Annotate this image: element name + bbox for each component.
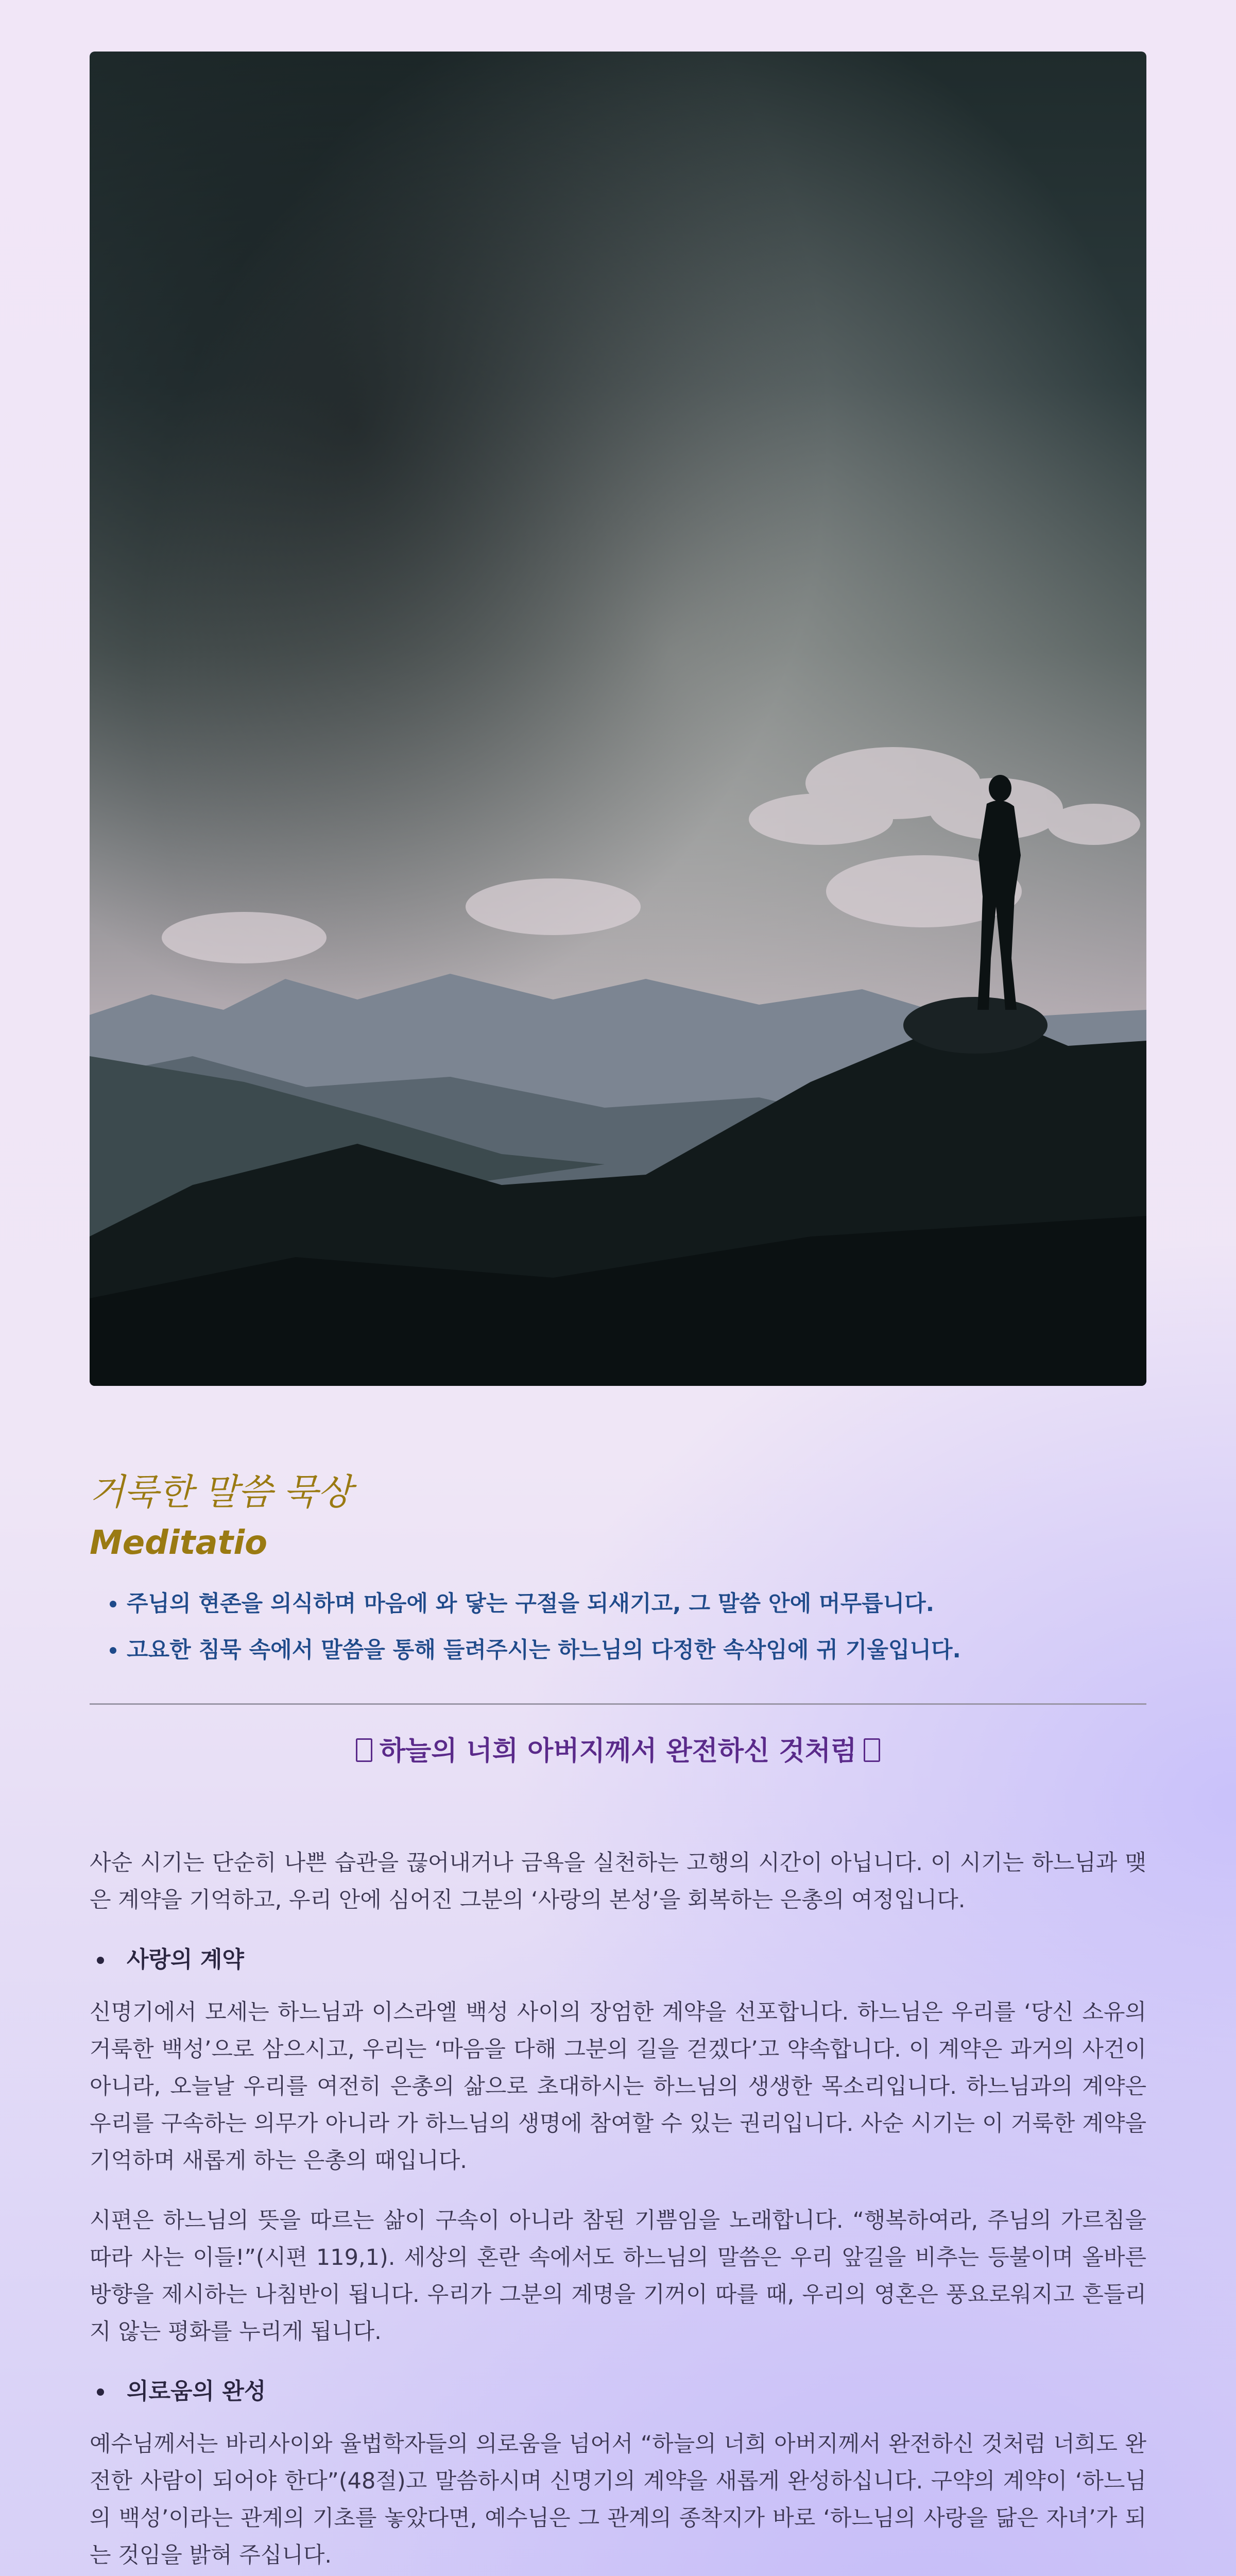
section-heading: 의로움의 완성 bbox=[90, 2373, 1146, 2410]
missing-glyph-icon bbox=[864, 1738, 880, 1762]
paragraph: 시편은 하느님의 뜻을 따르는 삶이 구속이 아니라 참된 기쁨임을 노래합니다. “행복하여라, 주님의 가르침을 따라 사는 이들!”(시편 119,1). 세상의 혼란 속에서도 하느님의 말씀은 우리 앞길을 비추는 등불이며 올바른 방향을 제시하는 나침반이 됩니다. 우리가 그분의 계명을 기꺼이 따를 때, 우리의 영혼은 풍요로워지고 흔들리지 않는 평화를 누리게 됩니다. bbox=[90, 2208, 1146, 2345]
subtitle-text: 하늘의 너희 아버지께서 완전하신 것처럼 bbox=[379, 1736, 857, 1767]
intro-list bbox=[90, 1589, 1146, 1682]
list-item: • 고요한 침묵 속에서 말씀을 통해 들려주시는 하느님의 다정한 속삭임에 귀 기울입니다. bbox=[127, 1636, 1146, 1665]
title-korean: 거룩한 말씀 묵상 bbox=[90, 1471, 352, 1513]
missing-glyph-icon bbox=[356, 1738, 372, 1762]
section-heading: 사랑의 계약 bbox=[90, 1941, 1146, 1978]
title-latin: Meditatio bbox=[90, 1524, 268, 1562]
article-body bbox=[90, 1844, 1146, 2576]
divider bbox=[90, 1703, 1146, 1705]
list-item: • 주님의 현존을 의식하며 마음에 와 닿는 구절을 되새기고, 그 말씀 안에 머무릅니다. bbox=[127, 1589, 1146, 1618]
section-subtitle bbox=[90, 1729, 1146, 1768]
hero-image bbox=[90, 52, 1146, 1386]
paragraph: 사순 시기는 단순히 나쁜 습관을 끊어내거나 금욕을 실천하는 고행의 시간이 아닙니다. 이 시기는 하느님과 맺은 계약을 기억하고, 우리 안에 심어진 그분의 ‘사랑의 본성’을 회복하는 은총의 여정입니다. bbox=[90, 1850, 1146, 1913]
paragraph: 예수님께서는 바리사이와 율법학자들의 의로움을 넘어서 “하늘의 너희 아버지께서 완전하신 것처럼 너희도 완전한 사람이 되어야 한다”(48절)고 말씀하시며 신명기의 계약을 새롭게 완성하십니다. 구약의 계약이 ‘하느님의 백성’이라는 관계의 기초를 놓았다면, 예수님은 그 관계의 종착지가 바로 ‘하느님의 사랑을 닮은 자녀’가 되는 것임을 밝혀 주십니다. bbox=[90, 2431, 1146, 2568]
mountain-silhouette-image bbox=[90, 52, 1146, 1386]
paragraph: 신명기에서 모세는 하느님과 이스라엘 백성 사이의 장엄한 계약을 선포합니다. 하느님은 우리를 ‘당신 소유의 거룩한 백성’으로 삼으시고, 우리는 ‘마음을 다해 그분의 길을 걷겠다’고 약속합니다. 이 계약은 과거의 사건이 아니라, 오늘날 우리를 여전히 은총의 삶으로 초대하시는 하느님의 생생한 목소리입니다. 하느님과의 계약은 우리를 구속하는 의무가 아니라 가 하느님의 생명에 참여할 수 있는 권리입니다. 사순 시기는 이 거룩한 계약을 기억하며 새롭게 하는 은총의 때입니다. bbox=[90, 1999, 1146, 2174]
